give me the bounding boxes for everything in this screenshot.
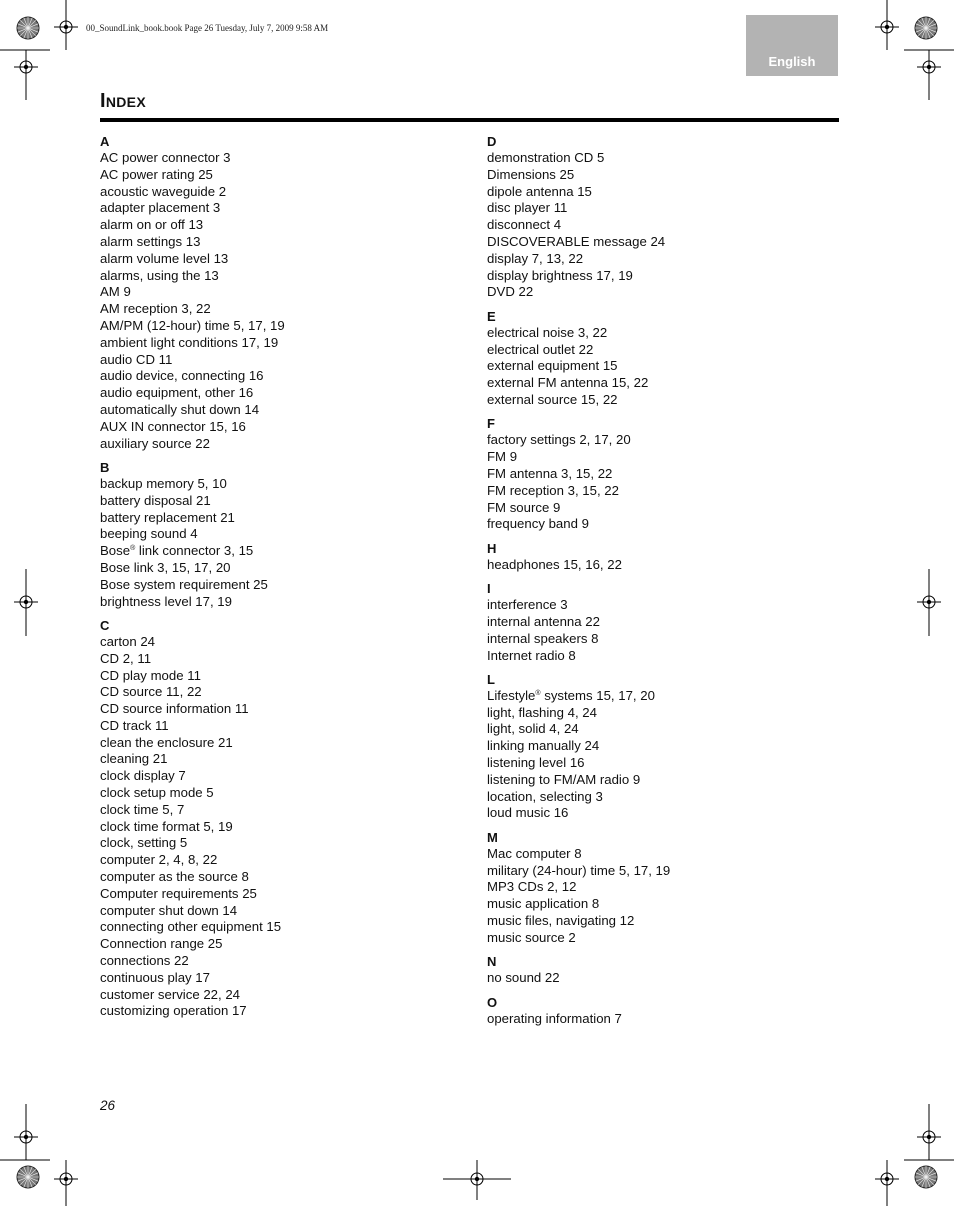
index-entry: alarm volume level 13 xyxy=(100,250,229,266)
index-entry: music application 8 xyxy=(487,896,600,912)
index-entry: FM 9 xyxy=(487,449,518,465)
index-entry: external source 15, 22 xyxy=(487,391,618,407)
index-entry: CD play mode 11 xyxy=(100,667,201,683)
index-entry: alarms, using the 13 xyxy=(100,267,219,283)
index-entry: alarm settings 13 xyxy=(100,233,201,249)
index-entry: display 7, 13, 22 xyxy=(487,250,584,266)
index-entry: auxiliary source 22 xyxy=(100,435,210,451)
index-entry: AM 9 xyxy=(100,284,131,300)
section-letter: D xyxy=(487,134,497,149)
section-letter: O xyxy=(487,994,498,1010)
index-entry: beeping sound 4 xyxy=(100,526,198,542)
index-entry: external equipment 15 xyxy=(487,358,618,374)
index-entry: headphones 15, 16, 22 xyxy=(487,556,622,572)
index-entry: adapter placement 3 xyxy=(100,200,221,216)
index-entry: Connection range 25 xyxy=(100,936,223,952)
index-entry: DISCOVERABLE message 24 xyxy=(487,233,666,249)
index-entry: Internet radio 8 xyxy=(487,647,576,663)
index-entry: disc player 11 xyxy=(487,200,568,216)
index-entry: military (24-hour) time 5, 17, 19 xyxy=(487,862,671,878)
index-entry: connecting other equipment 15 xyxy=(100,919,282,935)
index-entry: alarm on or off 13 xyxy=(100,217,204,233)
index-entry: audio device, connecting 16 xyxy=(100,368,264,384)
index-entry: Bose system requirement 25 xyxy=(100,576,268,592)
index-entry: clock setup mode 5 xyxy=(100,785,214,801)
index-entry: display brightness 17, 19 xyxy=(487,267,633,283)
index-entry: AM reception 3, 22 xyxy=(100,301,211,317)
index-entry: demonstration CD 5 xyxy=(487,150,605,165)
index-entry: CD 2, 11 xyxy=(100,650,152,666)
index-entry: Computer requirements 25 xyxy=(100,885,257,901)
index-entry-pages: systems 15, 17, 20 xyxy=(540,687,655,703)
index-entry: AC power connector 3 xyxy=(100,150,231,165)
index-entry: connections 22 xyxy=(100,953,189,969)
index-entry: internal speakers 8 xyxy=(487,630,599,646)
index-entry: external FM antenna 15, 22 xyxy=(487,375,649,391)
index-entry: customizing operation 17 xyxy=(100,1003,247,1019)
index-entry: FM antenna 3, 15, 22 xyxy=(487,465,613,481)
index-entry: clock time format 5, 19 xyxy=(100,818,233,834)
index-entry: battery disposal 21 xyxy=(100,492,211,508)
index-entry: battery replacement 21 xyxy=(100,509,235,525)
index-entry: CD track 11 xyxy=(100,717,169,733)
index-entry: clock display 7 xyxy=(100,768,186,784)
index-entry: CD source information 11 xyxy=(100,701,249,717)
index-entry: linking manually 24 xyxy=(487,738,600,754)
index-entry: music files, navigating 12 xyxy=(487,913,635,929)
index-entry: loud music 16 xyxy=(487,805,569,821)
index-entry: CD source 11, 22 xyxy=(100,684,202,700)
index-entry: audio equipment, other 16 xyxy=(100,385,254,401)
index-entry: customer service 22, 24 xyxy=(100,986,240,1002)
index-entry: Mac computer 8 xyxy=(487,845,582,861)
index-entry: backup memory 5, 10 xyxy=(100,475,227,491)
index-entry: acoustic waveguide 2 xyxy=(100,183,227,199)
index-entry: computer as the source 8 xyxy=(100,869,249,885)
index-entry-text: Bose xyxy=(100,543,131,559)
index-entry: factory settings 2, 17, 20 xyxy=(487,432,631,448)
index-entry-pages: link connector 3, 15 xyxy=(135,543,254,559)
index-entry: brightness level 17, 19 xyxy=(100,593,232,609)
index-entry: interference 3 xyxy=(487,597,568,613)
index-entry: FM reception 3, 15, 22 xyxy=(487,482,619,498)
page-number: 26 xyxy=(100,1098,116,1113)
language-tab-label: English xyxy=(768,54,816,69)
index-entry: AUX IN connector 15, 16 xyxy=(100,418,246,434)
registered-mark: ® xyxy=(130,545,136,553)
index-entry: audio CD 11 xyxy=(100,351,173,367)
index-entry: clock, setting 5 xyxy=(100,835,188,851)
index-entry: cleaning 21 xyxy=(100,751,168,767)
index-entry: electrical noise 3, 22 xyxy=(487,324,608,340)
index-entry: continuous play 17 xyxy=(100,969,210,985)
index-entry: disconnect 4 xyxy=(487,217,562,233)
section-letter: H xyxy=(487,540,497,556)
index-entry: listening level 16 xyxy=(487,755,585,771)
index-entry: carton 24 xyxy=(100,633,155,649)
index-entry: light, solid 4, 24 xyxy=(487,721,579,737)
print-crop-header: 00_SoundLink_book.book Page 26 Tuesday, July 7, 2009 9:58 AM xyxy=(86,23,329,33)
index-entry: dipole antenna 15 xyxy=(487,183,592,199)
section-letter: B xyxy=(100,459,110,475)
section-letter: L xyxy=(487,671,495,687)
section-letter: E xyxy=(487,308,496,324)
index-entry: ambient light conditions 17, 19 xyxy=(100,334,279,350)
index-entry: electrical outlet 22 xyxy=(487,341,594,357)
index-entry: automatically shut down 14 xyxy=(100,401,260,417)
index-entry: DVD 22 xyxy=(487,284,534,300)
registered-mark: ® xyxy=(535,689,541,697)
index-entry: no sound 22 xyxy=(487,970,560,986)
index-entry: music source 2 xyxy=(487,929,576,945)
index-entry: operating information 7 xyxy=(487,1010,622,1026)
index-entry-text: Lifestyle xyxy=(487,687,536,703)
section-letter: M xyxy=(487,829,498,845)
index-entry: clock time 5, 7 xyxy=(100,801,185,817)
section-letter: A xyxy=(100,134,110,149)
section-letter: I xyxy=(487,581,491,597)
index-entry: Bose link 3, 15, 17, 20 xyxy=(100,559,231,575)
section-letter: C xyxy=(100,617,110,633)
index-entry: Dimensions 25 xyxy=(487,166,575,182)
index-entry: internal antenna 22 xyxy=(487,613,600,629)
index-entry: MP3 CDs 2, 12 xyxy=(487,879,577,895)
section-letter: N xyxy=(487,954,497,970)
index-entry: frequency band 9 xyxy=(487,516,589,532)
index-entry: AM/PM (12-hour) time 5, 17, 19 xyxy=(100,317,285,333)
section-letter: F xyxy=(487,416,495,432)
page-title: Index xyxy=(100,90,146,112)
index-entry: listening to FM/AM radio 9 xyxy=(487,771,641,787)
index-entry: light, flashing 4, 24 xyxy=(487,704,597,720)
index-entry: FM source 9 xyxy=(487,499,561,515)
index-entry: computer shut down 14 xyxy=(100,902,238,918)
index-entry: clean the enclosure 21 xyxy=(100,734,233,750)
index-entry: location, selecting 3 xyxy=(487,788,603,804)
index-entry: AC power rating 25 xyxy=(100,166,213,182)
index-entry: computer 2, 4, 8, 22 xyxy=(100,852,218,868)
